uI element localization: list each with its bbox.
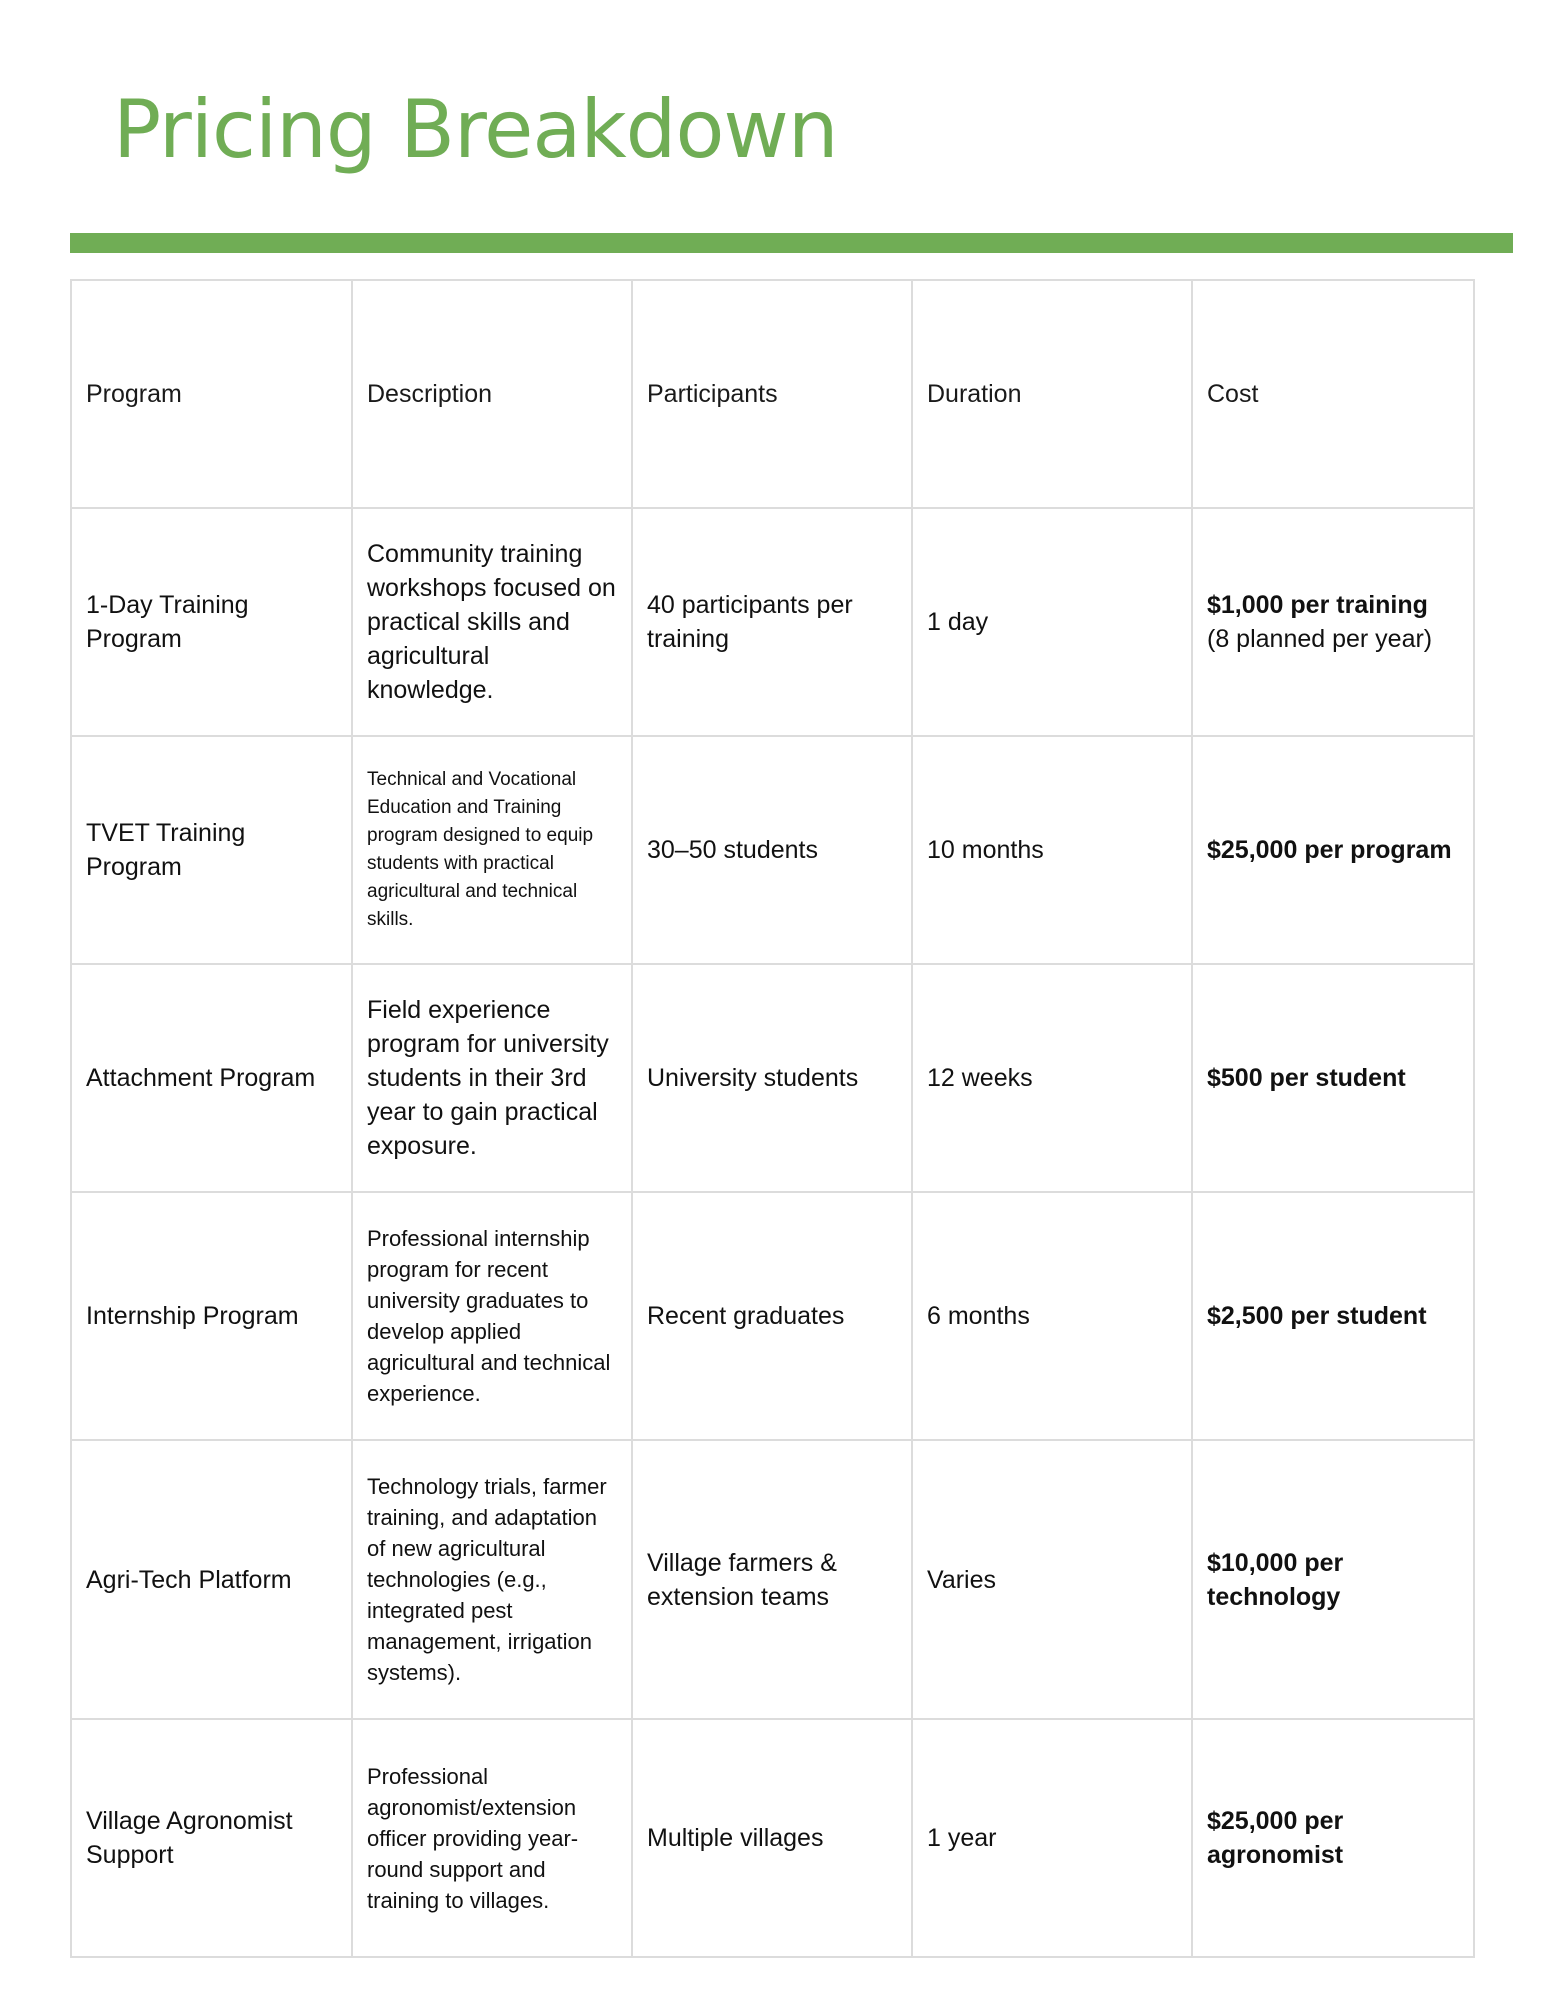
table-row <box>71 1719 1474 1957</box>
program-duration: 1 day <box>912 508 1192 736</box>
program-participants: 40 participants per training <box>632 508 912 736</box>
program-cost: $10,000 per technology <box>1207 1548 1344 1611</box>
program-description: Technology trials, farmer training, and adaptation of new agricultural technologies (e.g., integrated pest management, irrigation systems). <box>352 1440 632 1719</box>
program-duration: 6 months <box>912 1192 1192 1440</box>
pricing-table <box>70 279 1475 1958</box>
program-participants: Recent graduates <box>632 1192 912 1440</box>
program-description: Professional internship program for recent university graduates to develop applied agricultural and technical experience. <box>352 1192 632 1440</box>
header-participants: Participants <box>632 280 912 508</box>
program-duration: Varies <box>912 1440 1192 1719</box>
program-cost-cell <box>1192 1192 1474 1440</box>
program-cost-cell <box>1192 1719 1474 1957</box>
program-cost-cell <box>1192 736 1474 964</box>
program-name: TVET Training Program <box>71 736 352 964</box>
program-description: Field experience program for university students in their 3rd year to gain practical exposure. <box>352 964 632 1192</box>
program-name: Attachment Program <box>71 964 352 1192</box>
table-row <box>71 964 1474 1192</box>
program-name: Internship Program <box>71 1192 352 1440</box>
program-duration: 10 months <box>912 736 1192 964</box>
program-cost: $2,500 per student <box>1207 1302 1427 1330</box>
table-row <box>71 1440 1474 1719</box>
table-row <box>71 736 1474 964</box>
program-description: Technical and Vocational Education and Training program designed to equip students with practical agricultural and technical skills. <box>352 736 632 964</box>
program-participants: Village farmers & extension teams <box>632 1440 912 1719</box>
program-duration: 12 weeks <box>912 964 1192 1192</box>
header-cost: Cost <box>1192 280 1474 508</box>
program-duration: 1 year <box>912 1719 1192 1957</box>
header-program: Program <box>71 280 352 508</box>
program-cost-note: (8 planned per year) <box>1207 625 1433 653</box>
program-cost-cell <box>1192 1440 1474 1719</box>
program-cost: $25,000 per agronomist <box>1207 1807 1344 1869</box>
program-cost-cell <box>1192 508 1474 736</box>
title-divider <box>70 233 1513 253</box>
program-name: Agri-Tech Platform <box>71 1440 352 1719</box>
program-participants: Multiple villages <box>632 1719 912 1957</box>
program-cost: $25,000 per program <box>1207 836 1452 864</box>
program-cost-cell <box>1192 964 1474 1192</box>
header-description: Description <box>352 280 632 508</box>
table-row <box>71 508 1474 736</box>
program-name: 1-Day Training Program <box>71 508 352 736</box>
header-duration: Duration <box>912 280 1192 508</box>
program-cost: $500 per student <box>1207 1064 1406 1092</box>
table-header-row <box>71 280 1474 508</box>
table-row <box>71 1192 1474 1440</box>
program-participants: 30–50 students <box>632 736 912 964</box>
program-participants: University students <box>632 964 912 1192</box>
program-description: Professional agronomist/extension officer providing year-round support and training to villages. <box>352 1719 632 1957</box>
page-title: Pricing Breakdown <box>113 83 838 176</box>
program-description: Community training workshops focused on practical skills and agricultural knowledge. <box>352 508 632 736</box>
program-name: Village Agronomist Support <box>71 1719 352 1957</box>
program-cost: $1,000 per training <box>1207 591 1428 619</box>
